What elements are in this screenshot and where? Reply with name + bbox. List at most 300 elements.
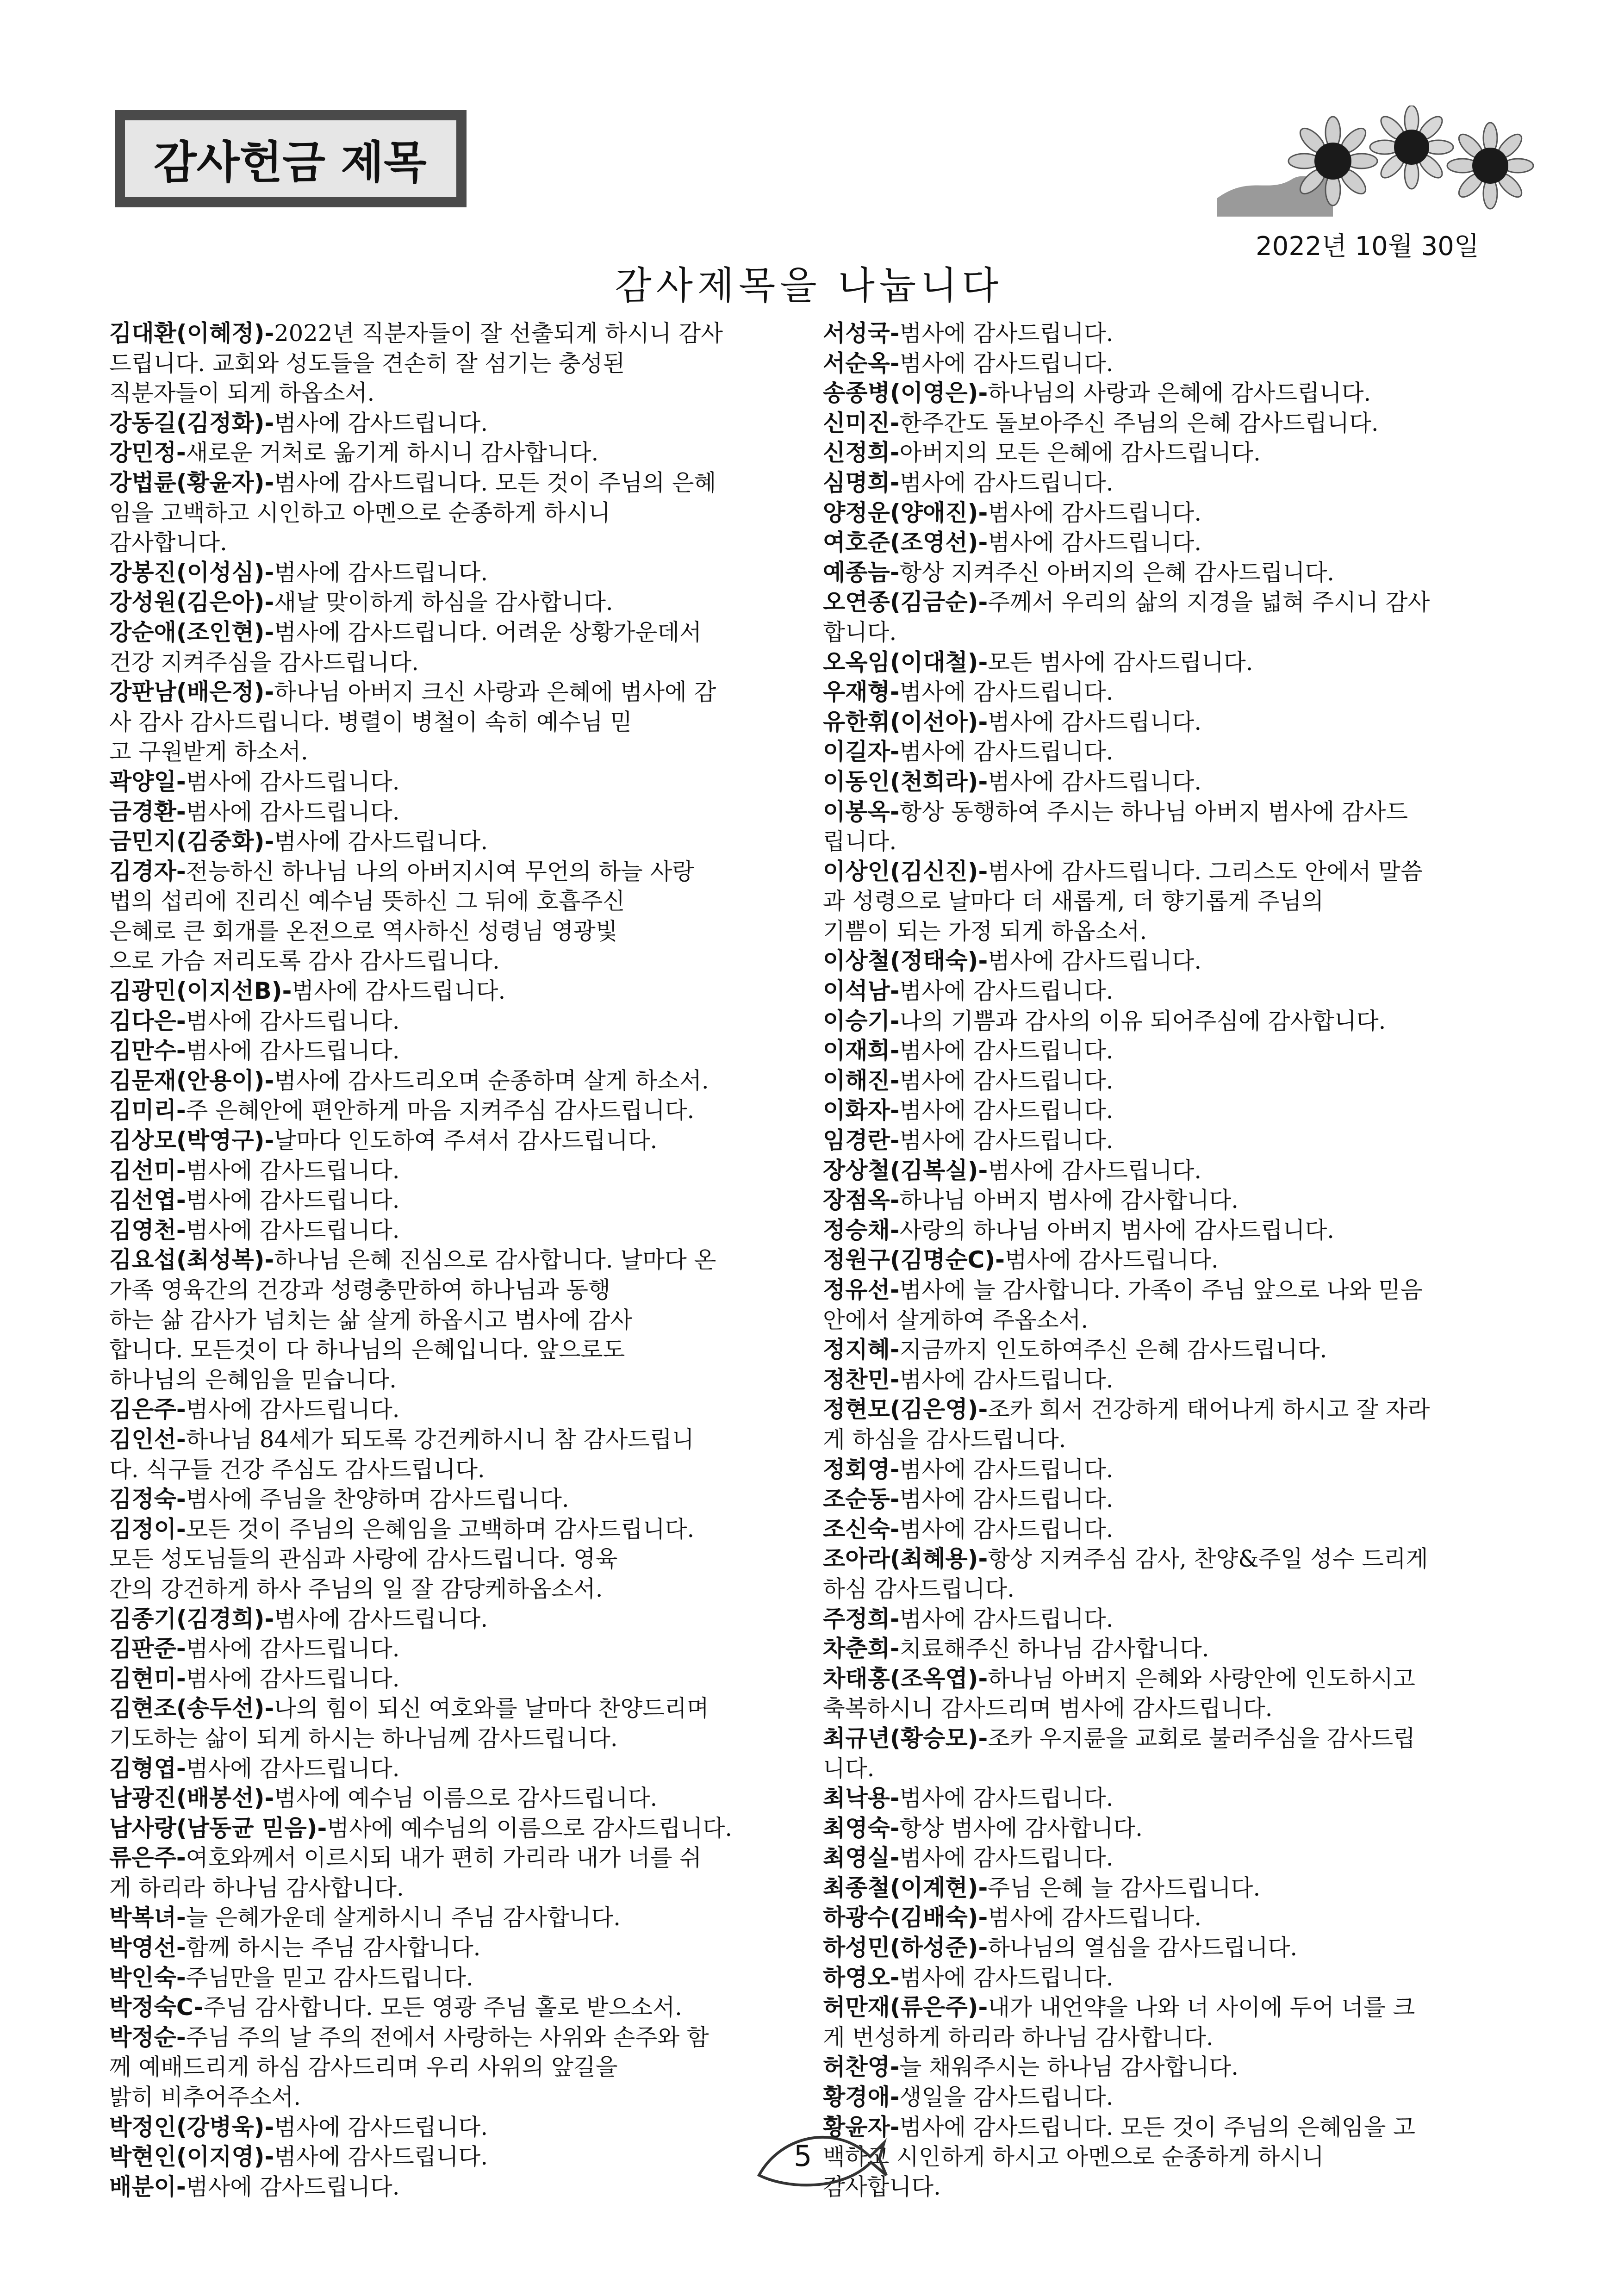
thanks-entry bbox=[109, 857, 803, 976]
donor-name: 박복녀- bbox=[109, 1904, 186, 1931]
thanks-entry bbox=[823, 1275, 1508, 1335]
thanks-text: 법의 섭리에 진리신 예수님 뜻하신 그 뒤에 호흡주신 bbox=[109, 888, 625, 915]
thanks-entry bbox=[109, 2112, 803, 2142]
donor-name: 박인숙- bbox=[109, 1964, 186, 1991]
thanks-text: 직분자들이 되게 하옵소서. bbox=[109, 380, 375, 407]
thanks-entry bbox=[823, 1156, 1508, 1186]
thanks-entry bbox=[823, 498, 1508, 528]
thanks-text: 범사에 감사드립니다. bbox=[899, 1127, 1114, 1154]
donor-name: 주정희- bbox=[823, 1605, 900, 1632]
donor-name: 김현미- bbox=[109, 1665, 186, 1692]
donor-name: 최영실- bbox=[823, 1844, 900, 1872]
donor-name: 허찬영- bbox=[823, 2053, 900, 2081]
thanks-entry bbox=[823, 1185, 1508, 1215]
thanks-text: 범사에 주님을 찬양하며 감사드립니다. bbox=[186, 1486, 569, 1513]
donor-name: 이상철(정태숙)- bbox=[823, 947, 988, 975]
donor-name: 김정이- bbox=[109, 1515, 186, 1543]
thanks-text: 범사에 감사드립니다. bbox=[899, 1456, 1114, 1483]
thanks-entry bbox=[823, 1783, 1508, 1813]
thanks-text: 건강 지켜주심을 감사드립니다. bbox=[109, 648, 419, 676]
thanks-text: 합니다. 모든것이 다 하나님의 은혜입니다. 앞으로도 bbox=[109, 1336, 625, 1363]
thanks-text: 범사에 감사드리오며 순종하며 살게 하소서. bbox=[274, 1067, 709, 1094]
thanks-entry bbox=[823, 558, 1508, 588]
donor-name: 박영선- bbox=[109, 1934, 186, 1961]
thanks-text: 니다. bbox=[823, 1755, 875, 1782]
thanks-entry bbox=[109, 1754, 803, 1784]
donor-name: 이길자- bbox=[823, 738, 900, 765]
donor-name: 조아라(최혜용)- bbox=[823, 1545, 988, 1573]
thanks-text: 범사에 감사드립니다. bbox=[186, 1007, 400, 1034]
thanks-text: 사 감사 감사드립니다. 병렬이 병철이 속히 예수님 믿 bbox=[109, 708, 633, 735]
thanks-entry bbox=[109, 1933, 803, 1963]
thanks-text: 조카 희서 건강하게 태어나게 하시고 잘 자라 bbox=[988, 1396, 1430, 1423]
thanks-text: 게 하심을 감사드립니다. bbox=[823, 1425, 1066, 1453]
donor-name: 여호준(조영선)- bbox=[823, 529, 988, 556]
thanks-text: 범사에 감사드립니다. bbox=[186, 1157, 400, 1184]
donor-name: 김대환(이혜정)- bbox=[109, 320, 274, 347]
donor-name: 박현인(이지영)- bbox=[109, 2143, 274, 2171]
thanks-text: 하나님 은혜 진심으로 감사합니다. 날마다 온 bbox=[274, 1246, 716, 1274]
donor-name: 송종병(이영은)- bbox=[823, 380, 988, 407]
donor-name: 오연종(김금순)- bbox=[823, 589, 988, 616]
thanks-text: 범사에 감사드립니다. bbox=[988, 947, 1202, 975]
thanks-text: 범사에 감사드립니다. bbox=[186, 2173, 400, 2200]
right-column-entries bbox=[823, 318, 1508, 2202]
donor-name: 차춘희- bbox=[823, 1635, 900, 1662]
donor-name: 허만재(류은주)- bbox=[823, 1994, 988, 2021]
donor-name: 강판남(배은정)- bbox=[109, 678, 274, 706]
thanks-text: 한주간도 돌보아주신 주님의 은혜 감사드립니다. bbox=[899, 409, 1379, 436]
donor-name: 최종철(이계현)- bbox=[823, 1874, 988, 1901]
thanks-text: 립니다. bbox=[823, 828, 897, 855]
thanks-entry bbox=[109, 587, 803, 617]
donor-name: 이화자- bbox=[823, 1097, 900, 1124]
thanks-text: 주께서 우리의 삶의 지경을 넓혀 주시니 감사 bbox=[988, 589, 1430, 616]
donor-name: 하성민(하성준)- bbox=[823, 1934, 988, 1961]
thanks-entry bbox=[823, 1544, 1508, 1604]
thanks-text: 주님 감사합니다. 모든 영광 주님 홀로 받으소서. bbox=[203, 1994, 682, 2021]
thanks-entry bbox=[823, 1992, 1508, 2052]
thanks-text: 밝히 비추어주소서. bbox=[109, 2084, 301, 2111]
donor-name: 서성국- bbox=[823, 320, 900, 347]
thanks-text: 치료해주신 하나님 감사합니다. bbox=[899, 1635, 1209, 1662]
thanks-entry bbox=[109, 1604, 803, 1634]
thanks-text: 하나님의 열심을 감사드립니다. bbox=[988, 1934, 1298, 1961]
donor-name: 강순애(조인현)- bbox=[109, 618, 274, 646]
thanks-entry bbox=[109, 1843, 803, 1903]
thanks-text: 범사에 예수님의 이름으로 감사드립니다. bbox=[327, 1814, 733, 1842]
thanks-entry bbox=[109, 827, 803, 857]
thanks-text: 범사에 감사드립니다. bbox=[899, 1037, 1114, 1064]
ichthys-fish-icon bbox=[750, 2129, 889, 2189]
thanks-text: 나의 기쁨과 감사의 이유 되어주심에 감사합니다. bbox=[899, 1007, 1386, 1034]
donor-name: 김정숙- bbox=[109, 1486, 186, 1513]
thanks-text: 범사에 감사드립니다. bbox=[988, 1904, 1202, 1931]
donor-name: 박정숙C- bbox=[109, 1994, 204, 2021]
thanks-text: 지금까지 인도하여주신 은혜 감사드립니다. bbox=[899, 1336, 1327, 1363]
header-title-box bbox=[115, 110, 467, 207]
donor-name: 김광민(이지선B)- bbox=[109, 977, 292, 1005]
thanks-text: 2022년 직분자들이 잘 선출되게 하시니 감사 bbox=[274, 320, 723, 347]
thanks-text: 드립니다. 교회와 성도들을 견손히 잘 섬기는 충성된 bbox=[109, 349, 625, 377]
thanks-entry bbox=[109, 1126, 803, 1156]
thanks-entry bbox=[823, 857, 1508, 946]
donor-name: 정지혜- bbox=[823, 1336, 900, 1363]
thanks-text: 여호와께서 이르시되 내가 편히 가리라 내가 너를 쉬 bbox=[186, 1844, 702, 1872]
thanks-entry bbox=[823, 348, 1508, 379]
thanks-entry bbox=[109, 1425, 803, 1484]
donor-name: 이봉옥- bbox=[823, 798, 900, 825]
donor-name: 김만수- bbox=[109, 1037, 186, 1064]
thanks-text: 범사에 감사드립니다. bbox=[899, 1515, 1114, 1543]
thanks-text: 하나님 84세가 되도록 강건케하시니 참 감사드립니 bbox=[186, 1425, 694, 1453]
left-column-entries bbox=[109, 318, 803, 2202]
thanks-text: 생일을 감사드립니다. bbox=[899, 2084, 1114, 2111]
thanks-text: 모든 성도님들의 관심과 사랑에 감사드립니다. 영육 bbox=[109, 1545, 618, 1573]
thanks-text: 범사에 감사드립니다. 그리스도 안에서 말씀 bbox=[988, 858, 1423, 885]
donor-name: 곽양일- bbox=[109, 768, 186, 795]
donor-name: 남사랑(남동균 믿음)- bbox=[109, 1814, 327, 1842]
donor-name: 이해진- bbox=[823, 1067, 900, 1094]
thanks-entry bbox=[109, 617, 803, 677]
thanks-text: 범사에 감사드립니다. bbox=[274, 559, 488, 586]
donor-name: 배분이- bbox=[109, 2173, 186, 2200]
thanks-text: 범사에 감사드립니다. bbox=[274, 1605, 488, 1632]
thanks-text: 범사에 감사드립니다. 모든 것이 주님의 은혜임을 고 bbox=[899, 2113, 1415, 2140]
thanks-text: 범사에 감사드립니다. bbox=[988, 529, 1202, 556]
donor-name: 양정운(양애진)- bbox=[823, 499, 988, 526]
thanks-entry bbox=[109, 1903, 803, 1933]
donor-name: 김판준- bbox=[109, 1635, 186, 1662]
thanks-text: 범사에 감사드립니다. bbox=[1004, 1246, 1219, 1274]
thanks-text: 범사에 늘 감사합니다. 가족이 주님 앞으로 나와 믿음 bbox=[899, 1276, 1423, 1303]
thanks-text: 하나님 아버지 범사에 감사합니다. bbox=[899, 1187, 1239, 1214]
donor-name: 이동인(천희라)- bbox=[823, 768, 988, 795]
thanks-entry bbox=[823, 1126, 1508, 1156]
thanks-text: 범사에 감사드립니다. bbox=[186, 1037, 400, 1064]
donor-name: 김형엽- bbox=[109, 1755, 186, 1782]
bulletin-date: 2022년 10월 30일 bbox=[1256, 231, 1479, 261]
donor-name: 장상철(김복실)- bbox=[823, 1157, 988, 1184]
donor-name: 오옥임(이대철)- bbox=[823, 648, 988, 676]
donor-name: 정찬민- bbox=[823, 1366, 900, 1393]
thanks-entry bbox=[823, 2052, 1508, 2082]
thanks-entry bbox=[109, 1066, 803, 1096]
donor-name: 최규년(황승모)- bbox=[823, 1724, 988, 1752]
thanks-entry bbox=[109, 1095, 803, 1126]
thanks-text: 기쁨이 되는 가정 되게 하옵소서. bbox=[823, 917, 1147, 945]
thanks-entry bbox=[109, 468, 803, 558]
thanks-entry bbox=[109, 1036, 803, 1066]
donor-name: 김인선- bbox=[109, 1425, 186, 1453]
donor-name: 김은주- bbox=[109, 1396, 186, 1423]
thanks-entry bbox=[109, 1394, 803, 1425]
thanks-text: 범사에 감사드립니다. bbox=[899, 977, 1114, 1005]
thanks-text: 범사에 감사드립니다. bbox=[274, 2113, 488, 2140]
thanks-entry bbox=[109, 1514, 803, 1604]
donor-name: 신정희- bbox=[823, 439, 900, 467]
thanks-entry bbox=[823, 1484, 1508, 1514]
thanks-entry bbox=[823, 528, 1508, 558]
donor-name: 남광진(배봉선)- bbox=[109, 1785, 274, 1812]
thanks-text: 나의 힘이 되신 여호와를 날마다 찬양드리며 bbox=[274, 1695, 709, 1722]
thanks-text: 범사에 감사드립니다. bbox=[899, 1097, 1114, 1124]
thanks-text: 늘 은혜가운데 살게하시니 주님 감사합니다. bbox=[186, 1904, 621, 1931]
thanks-text: 범사에 감사드립니다. bbox=[186, 1216, 400, 1244]
thanks-entry bbox=[823, 2112, 1508, 2202]
thanks-text: 범사에 감사드립니다. bbox=[899, 1605, 1114, 1632]
thanks-entry bbox=[823, 797, 1508, 857]
thanks-entry bbox=[823, 318, 1508, 348]
thanks-text: 게 번성하게 하리라 하나님 감사합니다. bbox=[823, 2023, 1214, 2051]
thanks-text: 범사에 감사드립니다. bbox=[186, 1396, 400, 1423]
thanks-entry bbox=[823, 1963, 1508, 1993]
thanks-entry bbox=[109, 318, 803, 408]
thanks-entry bbox=[109, 1992, 803, 2022]
donor-name: 김현조(송두선)- bbox=[109, 1695, 274, 1722]
donor-name: 김종기(김경희)- bbox=[109, 1605, 274, 1632]
thanks-text: 고 구원받게 하소서. bbox=[109, 738, 308, 765]
thanks-entry bbox=[109, 1634, 803, 1664]
thanks-entry bbox=[109, 438, 803, 468]
donor-name: 박정순- bbox=[109, 2023, 186, 2051]
thanks-text: 은혜로 큰 회개를 온전으로 역사하신 성령님 영광빛 bbox=[109, 917, 618, 945]
thanks-text: 범사에 감사드립니다. bbox=[988, 1157, 1202, 1184]
thanks-text: 아버지의 모든 은혜에 감사드립니다. bbox=[899, 439, 1261, 467]
thanks-entry bbox=[109, 1664, 803, 1694]
thanks-text: 범사에 감사드립니다. bbox=[186, 1187, 400, 1214]
donor-name: 강동길(김정화)- bbox=[109, 409, 274, 436]
thanks-text: 항상 지켜주심 감사, 찬양&주일 성수 드리게 bbox=[988, 1545, 1428, 1573]
thanks-entry bbox=[823, 1006, 1508, 1036]
thanks-entry bbox=[823, 587, 1508, 647]
thanks-entry bbox=[109, 1783, 803, 1813]
thanks-text: 범사에 감사드립니다. bbox=[186, 1755, 400, 1782]
thanks-entry bbox=[109, 2142, 803, 2172]
thanks-text: 사랑의 하나님 아버지 범사에 감사드립니다. bbox=[899, 1216, 1335, 1244]
thanks-entry bbox=[109, 1006, 803, 1036]
donor-name: 류은주- bbox=[109, 1844, 186, 1872]
thanks-text: 범사에 감사드립니다. bbox=[292, 977, 506, 1005]
donor-name: 심명희- bbox=[823, 469, 900, 496]
donor-name: 황경애- bbox=[823, 2084, 900, 2111]
thanks-text: 범사에 감사드립니다. bbox=[899, 1785, 1114, 1812]
donor-name: 금경환- bbox=[109, 798, 186, 825]
page-footer bbox=[750, 2129, 889, 2189]
thanks-text: 축복하시니 감사드리며 범사에 감사드립니다. bbox=[823, 1695, 1273, 1722]
thanks-entry bbox=[823, 1903, 1508, 1933]
thanks-entry bbox=[109, 1245, 803, 1394]
thanks-entry bbox=[823, 976, 1508, 1006]
thanks-text: 범사에 감사드립니다. bbox=[988, 708, 1202, 735]
donor-name: 조순동- bbox=[823, 1486, 900, 1513]
thanks-text: 항상 동행하여 주시는 하나님 아버지 범사에 감사드 bbox=[899, 798, 1408, 825]
thanks-entry bbox=[823, 1813, 1508, 1843]
thanks-text: 범사에 감사드립니다. bbox=[899, 1366, 1114, 1393]
thanks-text: 범사에 감사드립니다. bbox=[988, 768, 1202, 795]
thanks-entry bbox=[823, 1335, 1508, 1365]
donor-name: 금민지(김중화)- bbox=[109, 828, 274, 855]
thanks-text: 으로 가슴 저리도록 감사 감사드립니다. bbox=[109, 947, 500, 975]
thanks-text: 범사에 감사드립니다. bbox=[988, 499, 1202, 526]
donor-name: 정유선- bbox=[823, 1276, 900, 1303]
thanks-entry bbox=[823, 1873, 1508, 1903]
donor-name: 강봉진(이성심)- bbox=[109, 559, 274, 586]
donor-name: 김요섭(최성복)- bbox=[109, 1246, 274, 1274]
thanks-entry bbox=[109, 767, 803, 797]
thanks-entry bbox=[823, 1843, 1508, 1873]
thanks-text: 하나님의 은혜임을 믿습니다. bbox=[109, 1366, 397, 1393]
thanks-entry bbox=[109, 976, 803, 1006]
donor-name: 이석남- bbox=[823, 977, 900, 1005]
thanks-entry bbox=[823, 1394, 1508, 1454]
thanks-text: 하나님 아버지 은혜와 사랑안에 인도하시고 bbox=[988, 1665, 1415, 1692]
section-subtitle: 감사제목을 나눕니다 bbox=[615, 264, 1003, 308]
donor-name: 우재형- bbox=[823, 678, 900, 706]
thanks-text: 다. 식구들 건강 주심도 감사드립니다. bbox=[109, 1456, 485, 1483]
thanks-entry bbox=[109, 1185, 803, 1215]
thanks-entry bbox=[823, 408, 1508, 438]
donor-name: 강성원(김은아)- bbox=[109, 589, 274, 616]
donor-name: 정현모(김은영)- bbox=[823, 1396, 988, 1423]
thanks-text: 백하고 시인하게 하시고 아멘으로 순종하게 하시니 bbox=[823, 2143, 1324, 2171]
thanks-text: 범사에 감사드립니다. bbox=[274, 2143, 488, 2171]
thanks-text: 범사에 감사드립니다. bbox=[899, 1844, 1114, 1872]
sunflower-decoration-icon bbox=[1213, 106, 1537, 217]
thanks-text: 새로운 거처로 옮기게 하시니 감사합니다. bbox=[186, 439, 599, 467]
thanks-entry bbox=[109, 2172, 803, 2202]
thanks-text: 날마다 인도하여 주셔서 감사드립니다. bbox=[274, 1127, 658, 1154]
donor-name: 강민정- bbox=[109, 439, 186, 467]
donor-name: 김영천- bbox=[109, 1216, 186, 1244]
thanks-entry bbox=[823, 767, 1508, 797]
thanks-text: 새날 맞이하게 하심을 감사합니다. bbox=[274, 589, 613, 616]
thanks-text: 임을 고백하고 시인하고 아멘으로 순종하게 하시니 bbox=[109, 499, 610, 526]
thanks-text: 주님만을 믿고 감사드립니다. bbox=[186, 1964, 473, 1991]
thanks-entry bbox=[823, 1095, 1508, 1126]
thanks-entry bbox=[823, 1036, 1508, 1066]
thanks-text: 범사에 감사드립니다. bbox=[186, 798, 400, 825]
thanks-entry bbox=[823, 677, 1508, 707]
thanks-text: 범사에 감사드립니다. bbox=[186, 1635, 400, 1662]
thanks-entry bbox=[823, 2082, 1508, 2112]
donor-name: 김다은- bbox=[109, 1007, 186, 1034]
thanks-text: 범사에 감사드립니다. bbox=[899, 678, 1114, 706]
thanks-entry bbox=[823, 1455, 1508, 1485]
thanks-text: 주님 은혜 늘 감사드립니다. bbox=[988, 1874, 1261, 1901]
thanks-entry bbox=[109, 408, 803, 438]
donor-name: 이상인(김신진)- bbox=[823, 858, 988, 885]
donor-name: 김선미- bbox=[109, 1157, 186, 1184]
thanks-entry bbox=[823, 378, 1508, 408]
thanks-entry bbox=[823, 438, 1508, 468]
thanks-text: 하나님의 사랑과 은혜에 감사드립니다. bbox=[988, 380, 1371, 407]
thanks-text: 함께 하시는 주님 감사합니다. bbox=[186, 1934, 481, 1961]
thanks-entry bbox=[109, 677, 803, 767]
thanks-entry bbox=[823, 1634, 1508, 1664]
donor-name: 최영숙- bbox=[823, 1814, 900, 1842]
thanks-entry bbox=[823, 1933, 1508, 1963]
thanks-text: 감사합니다. bbox=[109, 529, 227, 556]
thanks-text: 범사에 감사드립니다. bbox=[899, 320, 1114, 347]
thanks-entry bbox=[823, 946, 1508, 976]
thanks-text: 범사에 감사드립니다. bbox=[186, 768, 400, 795]
thanks-text: 범사에 감사드립니다. 어려운 상황가운데서 bbox=[274, 618, 702, 646]
thanks-text: 과 성령으로 날마다 더 새롭게, 더 향기롭게 주님의 bbox=[823, 888, 1324, 915]
thanks-text: 범사에 감사드립니다. bbox=[899, 469, 1114, 496]
donor-name: 유한휘(이선아)- bbox=[823, 708, 988, 735]
thanks-text: 범사에 예수님 이름으로 감사드립니다. bbox=[274, 1785, 658, 1812]
page-title: 감사헌금 제목 bbox=[125, 120, 456, 197]
thanks-text: 게 하리라 하나님 감사합니다. bbox=[109, 1874, 404, 1901]
thanks-text: 가족 영육간의 건강과 성령충만하여 하나님과 동행 bbox=[109, 1276, 610, 1303]
thanks-text: 범사에 감사드립니다. bbox=[899, 1067, 1114, 1094]
thanks-entry bbox=[109, 2022, 803, 2112]
thanks-entry bbox=[823, 707, 1508, 737]
thanks-entry bbox=[823, 1514, 1508, 1544]
donor-name: 황윤자- bbox=[823, 2113, 900, 2140]
thanks-entry bbox=[109, 1693, 803, 1753]
thanks-text: 범사에 감사드립니다. bbox=[899, 738, 1114, 765]
donor-name: 하광수(김배숙)- bbox=[823, 1904, 988, 1931]
thanks-entry bbox=[823, 647, 1508, 678]
donor-name: 이승기- bbox=[823, 1007, 900, 1034]
donor-name: 이재희- bbox=[823, 1037, 900, 1064]
thanks-entry bbox=[823, 737, 1508, 767]
thanks-entry bbox=[823, 1604, 1508, 1634]
thanks-text: 항상 지켜주신 아버지의 은혜 감사드립니다. bbox=[899, 559, 1335, 586]
thanks-text: 합니다. bbox=[823, 618, 897, 646]
donor-name: 차태홍(조옥엽)- bbox=[823, 1665, 988, 1692]
thanks-entry bbox=[823, 1724, 1508, 1783]
thanks-text: 내가 내언약을 나와 너 사이에 두어 너를 크 bbox=[988, 1994, 1415, 2021]
thanks-text: 범사에 감사드립니다. bbox=[899, 1486, 1114, 1513]
thanks-text: 하심 감사드립니다. bbox=[823, 1575, 1015, 1602]
donor-name: 김문재(안용이)- bbox=[109, 1067, 274, 1094]
thanks-text: 하나님 아버지 크신 사랑과 은혜에 범사에 감 bbox=[274, 678, 716, 706]
thanks-entry bbox=[823, 1066, 1508, 1096]
donor-name: 정원구(김명순C)- bbox=[823, 1246, 1005, 1274]
donor-name: 김선엽- bbox=[109, 1187, 186, 1214]
thanks-text: 기도하는 삶이 되게 하시는 하나님께 감사드립니다. bbox=[109, 1724, 618, 1752]
thanks-text: 조카 우지륜을 교회로 불러주심을 감사드립 bbox=[988, 1724, 1415, 1752]
page-number: 5 bbox=[794, 2139, 812, 2173]
donor-name: 최낙용- bbox=[823, 1785, 900, 1812]
thanks-text: 주 은혜안에 편안하게 마음 지켜주심 감사드립니다. bbox=[186, 1097, 695, 1124]
donor-name: 정승채- bbox=[823, 1216, 900, 1244]
thanks-text: 께 예배드리게 하심 감사드리며 우리 사위의 앞길을 bbox=[109, 2053, 618, 2081]
donor-name: 김상모(박영구)- bbox=[109, 1127, 274, 1154]
thanks-text: 범사에 감사드립니다. 모든 것이 주님의 은혜 bbox=[274, 469, 716, 496]
thanks-entry bbox=[109, 1813, 803, 1843]
donor-name: 박정인(강병욱)- bbox=[109, 2113, 274, 2140]
thanks-text: 늘 채워주시는 하나님 감사합니다. bbox=[899, 2053, 1239, 2081]
donor-name: 장점옥- bbox=[823, 1187, 900, 1214]
thanks-entry bbox=[109, 558, 803, 588]
thanks-text: 모든 범사에 감사드립니다. bbox=[988, 648, 1253, 676]
thanks-entry bbox=[823, 1215, 1508, 1245]
thanks-entry bbox=[109, 1484, 803, 1514]
donor-name: 하영오- bbox=[823, 1964, 900, 1991]
donor-name: 정회영- bbox=[823, 1456, 900, 1483]
thanks-text: 범사에 감사드립니다. bbox=[899, 1964, 1114, 1991]
thanks-text: 감사합니다. bbox=[823, 2173, 941, 2200]
thanks-text: 주님 주의 날 주의 전에서 사랑하는 사위와 손주와 함 bbox=[186, 2023, 709, 2051]
thanks-entry bbox=[109, 1215, 803, 1245]
thanks-text: 범사에 감사드립니다. bbox=[186, 1665, 400, 1692]
thanks-text: 항상 범사에 감사합니다. bbox=[899, 1814, 1143, 1842]
thanks-text: 안에서 살게하여 주옵소서. bbox=[823, 1306, 1089, 1333]
